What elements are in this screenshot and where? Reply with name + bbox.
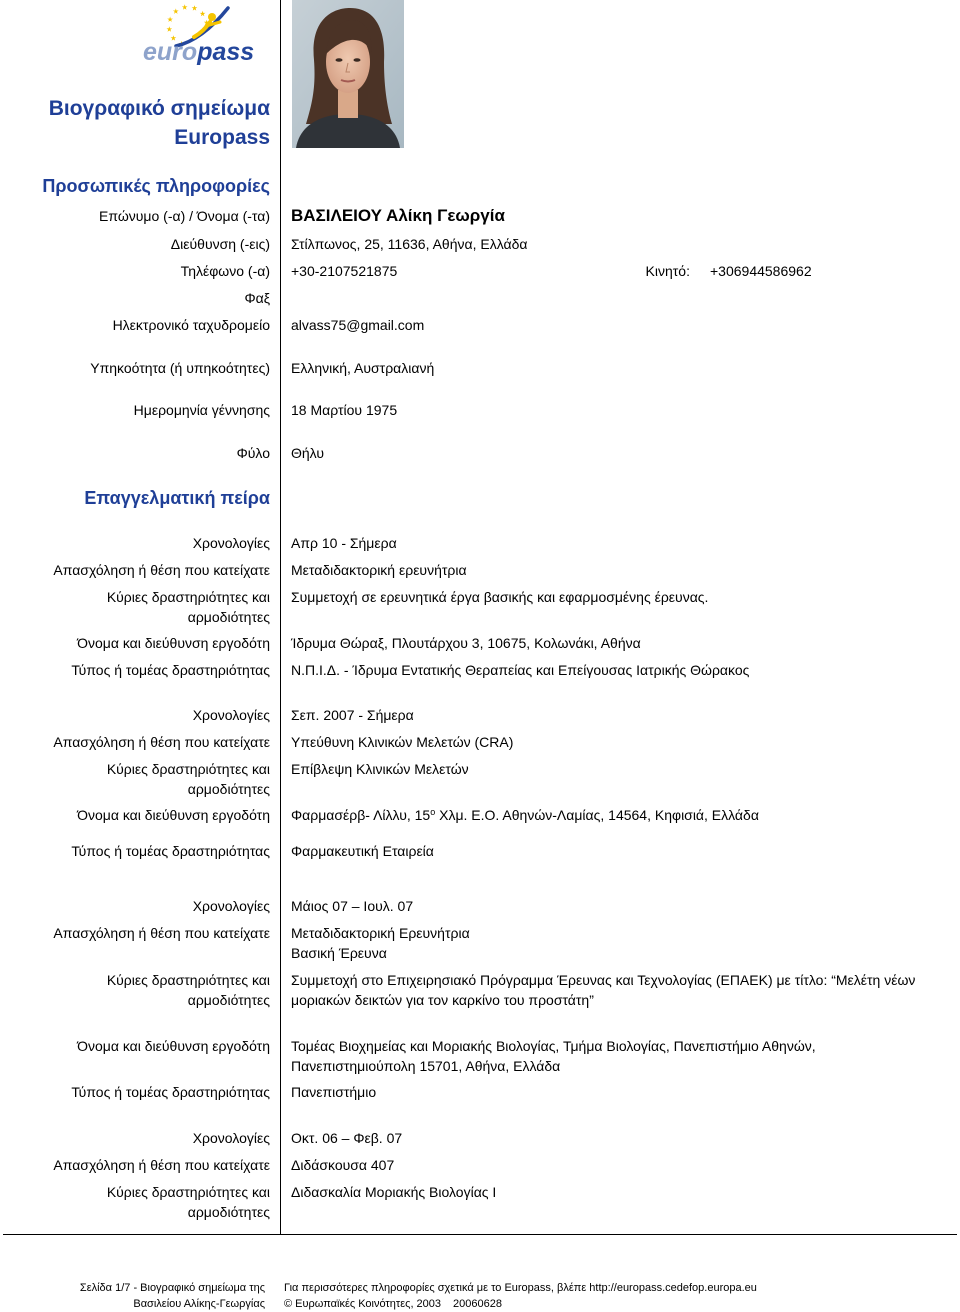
- experience-employer-row: [0, 805, 960, 825]
- nationality-row: [0, 358, 960, 378]
- name-label: Επώνυμο (-α) / Όνομα (-τα): [99, 208, 270, 224]
- position-value: [291, 1155, 394, 1175]
- employer-value-line: Πανεπιστημιούπολη 15701, Αθήνα, Ελλάδα: [291, 1058, 561, 1074]
- sector-value: Φαρμακευτική Εταιρεία: [291, 843, 434, 859]
- activities-value-line: Συμμετοχή στο Επιχειρησιακό Πρόγραμμα Έρευνας και Τεχνολογίας (ΕΠΑΕΚ) με τίτλο: “Μελέτη νέων: [291, 972, 916, 988]
- logo-wordmark: [143, 38, 254, 66]
- email-row: [0, 315, 960, 335]
- footer-copyright: © Ευρωπαϊκές Κοινότητες, 2003: [284, 1298, 442, 1310]
- employer-value-superscript: ο: [430, 807, 436, 817]
- logo-star: [182, 4, 188, 9]
- logo-wordmark-euro: euro: [143, 38, 198, 66]
- telephone-row: [0, 261, 960, 281]
- address-value: Στίλπωνος, 25, 11636, Αθήνα, Ελλάδα: [291, 236, 528, 252]
- europass-logo-graphic: [140, 2, 265, 70]
- experience-activities-row: [0, 587, 960, 625]
- logo-figure-head: [208, 13, 216, 21]
- employer-value-text-after: Χλμ. Ε.Ο. Αθηνών-Λαμίας, 14564, Κηφισιά, Ελλάδα: [435, 807, 759, 823]
- email-label: Ηλεκτρονικό ταχυδρομείο: [112, 317, 270, 333]
- sector-value: Πανεπιστήμιο: [291, 1084, 377, 1100]
- position-value: [291, 732, 513, 752]
- employer-value: [291, 805, 759, 825]
- experience-position-row: [0, 732, 960, 752]
- position-label: Απασχόληση ή θέση που κατείχατε: [53, 1157, 270, 1173]
- nationality-label: Υπηκοότητα (ή υπηκοότητες): [90, 360, 270, 376]
- activities-label: [0, 759, 270, 799]
- logo-star: [200, 11, 206, 16]
- position-value-line: Διδάσκουσα 407: [291, 1157, 395, 1173]
- footer-version: 20060628: [453, 1298, 502, 1310]
- employer-value-line: Τομέας Βιοχημείας και Μοριακής Βιολογίας, Τμήμα Βιολογίας, Πανεπιστήμιο Αθηνών,: [291, 1038, 816, 1054]
- dates-label: Χρονολογίες: [192, 707, 270, 723]
- activities-value-line: Διδασκαλία Μοριακής Βιολογίας Ι: [291, 1184, 497, 1200]
- activities-label: [0, 587, 270, 627]
- logo-figure: [194, 13, 220, 37]
- footer-page-info: [0, 1280, 265, 1312]
- position-value: [291, 560, 467, 580]
- employer-value-line: Ίδρυμα Θώραξ, Πλουτάρχου 3, 10675, Κολωνάκι, Αθήνα: [291, 635, 641, 651]
- mobile-value: +306944586962: [710, 263, 812, 279]
- experience-dates-row: [0, 1128, 960, 1148]
- document-title: [0, 94, 270, 152]
- activities-label-line: αρμοδιότητες: [187, 609, 270, 625]
- dates-value: Απρ 10 - Σήμερα: [291, 535, 397, 551]
- fax-row: [0, 288, 960, 308]
- activities-label-line: Κύριες δραστηριότητες και: [106, 589, 270, 605]
- footer-copyright-line: [284, 1296, 757, 1312]
- sector-value: Ν.Π.Ι.Δ. - Ίδρυμα Εντατικής Θεραπείας και Επείγουσας Ιατρικής Θώρακος: [291, 662, 750, 678]
- position-value-line: Υπεύθυνη Κλινικών Μελετών (CRA): [291, 734, 514, 750]
- personal-info-heading: Προσωπικές πληροφορίες: [42, 176, 270, 196]
- activities-value-line: μοριακών δεικτών για τον καρκίνο του προστάτη”: [291, 992, 594, 1008]
- experience-activities-row: [0, 759, 960, 797]
- employer-value-text: Φαρμασέρβ- Λίλλυ, 15: [291, 807, 431, 823]
- dates-label: Χρονολογίες: [192, 898, 270, 914]
- experience-employer-row: [0, 633, 960, 653]
- nationality-value: Ελληνική, Αυστραλιανή: [291, 360, 435, 376]
- name-row: [0, 206, 960, 226]
- position-label: Απασχόληση ή θέση που κατείχατε: [53, 562, 270, 578]
- employer-value: [291, 633, 641, 653]
- experience-position-row: [0, 560, 960, 580]
- employer-label: Όνομα και διεύθυνση εργοδότη: [77, 1038, 270, 1054]
- experience-activities-row: [0, 970, 960, 1008]
- dates-value: Σεπ. 2007 - Σήμερα: [291, 707, 414, 723]
- sector-label: Τύπος ή τομέας δραστηριότητας: [71, 843, 270, 859]
- experience-position-row: [0, 923, 960, 961]
- activities-label: [0, 970, 270, 1010]
- experience-position-row: [0, 1155, 960, 1175]
- date-of-birth-value: 18 Μαρτίου 1975: [291, 402, 398, 418]
- gender-label: Φύλο: [236, 445, 270, 461]
- profile-photo: [292, 0, 404, 148]
- profile-photo-image: [292, 0, 404, 148]
- dates-value: Οκτ. 06 – Φεβ. 07: [291, 1130, 403, 1146]
- sector-label: Τύπος ή τομέας δραστηριότητας: [71, 1084, 270, 1100]
- page-bottom-rule: [3, 1234, 957, 1235]
- activities-label-line: αρμοδιότητες: [187, 992, 270, 1008]
- activities-label: [0, 1182, 270, 1222]
- employer-label: Όνομα και διεύθυνση εργοδότη: [77, 635, 270, 651]
- sector-label: Τύπος ή τομέας δραστηριότητας: [71, 662, 270, 678]
- footer-more-info: Για περισσότερες πληροφορίες σχετικά με το Europass, βλέπε http://europass.cedefop.europa.eu: [284, 1282, 757, 1294]
- dates-label: Χρονολογίες: [192, 535, 270, 551]
- activities-value-line: Επίβλεψη Κλινικών Μελετών: [291, 761, 469, 777]
- activities-value: [291, 759, 469, 779]
- logo-star: [173, 8, 179, 13]
- name-value: ΒΑΣΙΛΕΙΟΥ Αλίκη Γεωργία: [291, 206, 505, 225]
- logo-star: [166, 26, 172, 31]
- address-row: [0, 234, 960, 254]
- gender-row: [0, 443, 960, 463]
- address-label: Διεύθυνση (-εις): [170, 236, 270, 252]
- europass-logo: [140, 2, 265, 70]
- experience-sector-row: [0, 660, 960, 680]
- activities-label-line: αρμοδιότητες: [187, 1204, 270, 1220]
- experience-dates-row: [0, 705, 960, 725]
- experience-dates-row: [0, 533, 960, 553]
- position-value-line: Βασική Έρευνα: [291, 945, 387, 961]
- experience-dates-row: [0, 896, 960, 916]
- logo-star: [167, 17, 173, 22]
- position-label: Απασχόληση ή θέση που κατείχατε: [53, 925, 270, 941]
- footer-cv-owner: Βασιλείου Αλίκης-Γεωργίας: [133, 1298, 265, 1310]
- activities-label-line: αρμοδιότητες: [187, 781, 270, 797]
- telephone-label: Τηλέφωνο (-α): [180, 263, 270, 279]
- logo-star: [192, 5, 198, 10]
- telephone-value: +30-2107521875: [291, 263, 398, 279]
- fax-label: Φαξ: [244, 290, 270, 306]
- footer-europass-info: [284, 1280, 757, 1312]
- position-label: Απασχόληση ή θέση που κατείχατε: [53, 734, 270, 750]
- position-value-line: Μεταδιδακτορική ερευνήτρια: [291, 562, 467, 578]
- photo-eye-left: [336, 58, 343, 62]
- activities-label-line: Κύριες δραστηριότητες και: [106, 761, 270, 777]
- experience-sector-row: [0, 841, 960, 861]
- gender-value: Θήλυ: [291, 445, 324, 461]
- document-title-line: Βιογραφικό σημείωμα: [48, 97, 270, 120]
- activities-label-line: Κύριες δραστηριότητες και: [106, 972, 270, 988]
- position-value: [291, 923, 470, 963]
- photo-eye-right: [354, 58, 361, 62]
- employer-label: Όνομα και διεύθυνση εργοδότη: [77, 807, 270, 823]
- activities-label-line: Κύριες δραστηριότητες και: [106, 1184, 270, 1200]
- dates-label: Χρονολογίες: [192, 1130, 270, 1146]
- activities-value: [291, 970, 915, 1010]
- dates-value: Μάιος 07 – Ιουλ. 07: [291, 898, 414, 914]
- position-value-line: Μεταδιδακτορική Ερευνήτρια: [291, 925, 470, 941]
- email-value: alvass75@gmail.com: [291, 317, 425, 333]
- document-title-brand: Europass: [174, 126, 270, 149]
- date-of-birth-row: [0, 400, 960, 420]
- experience-sector-row: [0, 1082, 960, 1102]
- date-of-birth-label: Ημερομηνία γέννησης: [133, 402, 270, 418]
- photo-neck: [338, 90, 358, 118]
- mobile-label: Κινητό:: [645, 263, 690, 279]
- employer-value: [291, 1036, 816, 1076]
- activities-value: [291, 1182, 496, 1202]
- activities-value-line: Συμμετοχή σε ερευνητικά έργα βασικής και εφαρμοσμένης έρευνας.: [291, 589, 709, 605]
- experience-employer-row: [0, 1036, 960, 1074]
- footer-page-number: Σελίδα 1/7 - Βιογραφικό σημείωμα της: [79, 1282, 265, 1294]
- experience-activities-row: [0, 1182, 960, 1220]
- activities-value: [291, 587, 708, 607]
- work-experience-heading: Επαγγελματική πείρα: [84, 488, 270, 508]
- logo-wordmark-pass: pass: [197, 38, 255, 66]
